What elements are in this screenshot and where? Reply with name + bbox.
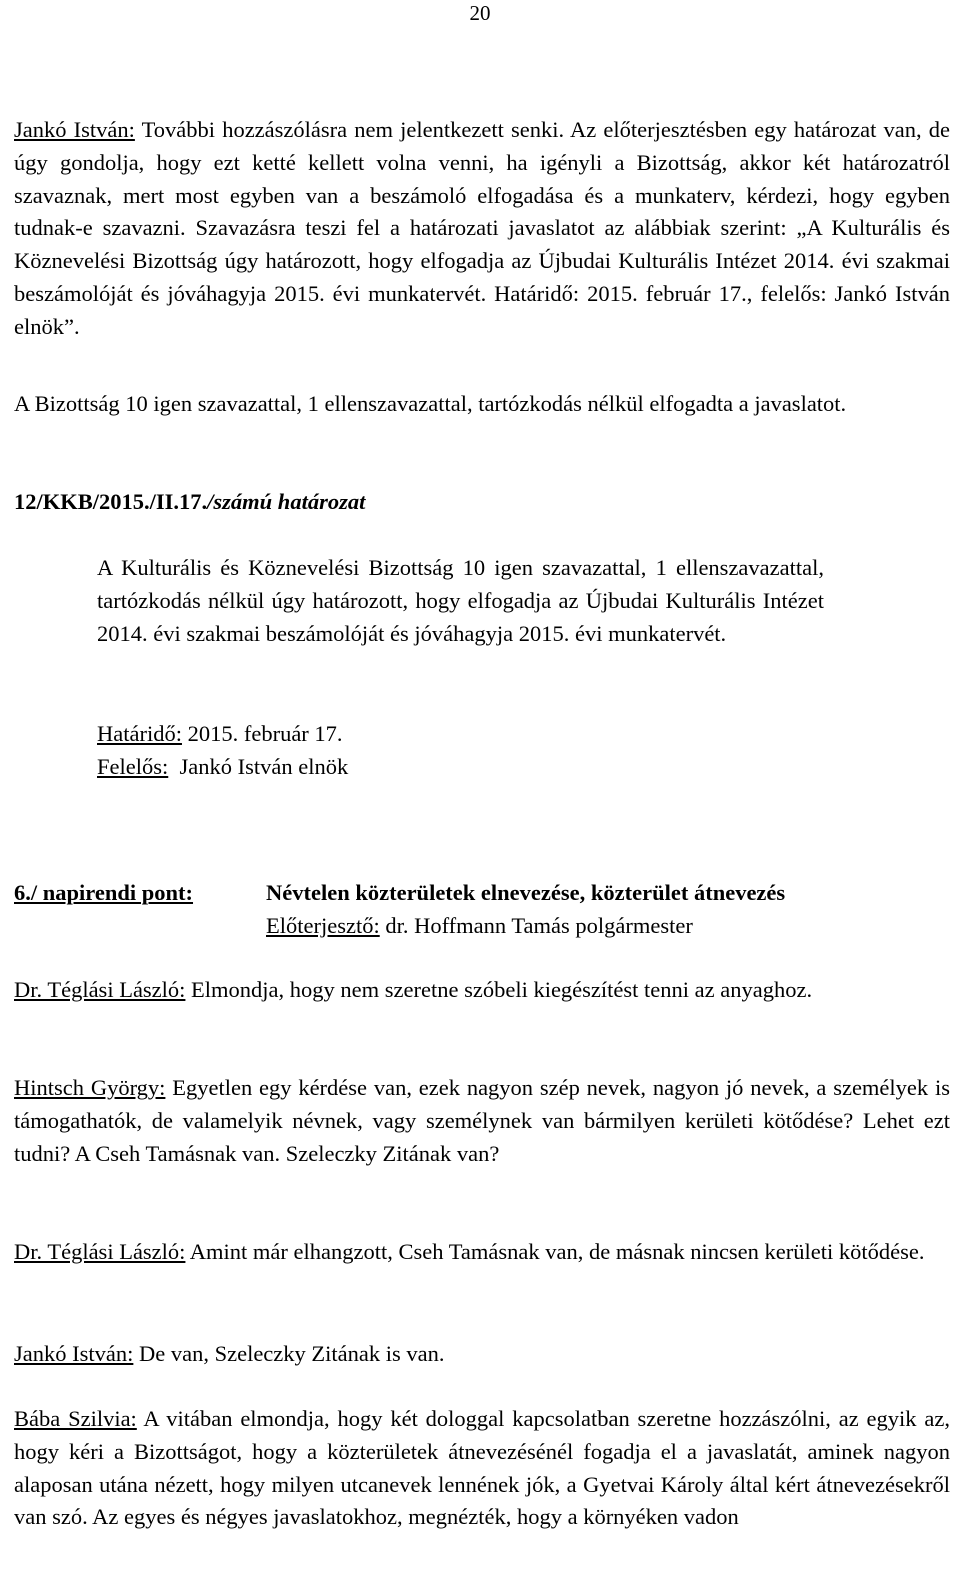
- presenter-label: Előterjesztő:: [266, 913, 380, 938]
- paragraph-teglasi-2: [14, 1236, 950, 1269]
- speaker-name: Bába Szilvia:: [14, 1406, 137, 1431]
- paragraph-text: Amint már elhangzott, Cseh Tamásnak van, de másnak nincsen kerületi kötődése.: [185, 1239, 925, 1264]
- paragraph-text: Elmondja, hogy nem szeretne szóbeli kiegészítést tenni az anyaghoz.: [185, 977, 813, 1002]
- deadline-value: 2015. február 17.: [181, 721, 343, 746]
- speaker-name: Jankó István:: [14, 117, 135, 142]
- speaker-name: Hintsch György:: [14, 1075, 166, 1100]
- resolution-text: A Kulturális és Köznevelési Bizottság 10 igen szavazattal, 1 ellenszavazattal, tartózkodás nélkül úgy határozott, hogy elfogadja az Újbudai Kulturális Intézet 2014. évi szakmai beszámolóját és jóváhagyja 2015. évi munkatervét.: [97, 555, 824, 646]
- speaker-name: Dr. Téglási László:: [14, 977, 186, 1002]
- resolution-responsible: [97, 751, 824, 784]
- paragraph-text: További hozzászólásra nem jelentkezett senki. Az előterjesztésben egy határozat van, de úgy gondolja, hogy ezt ketté kellett volna venni, ha igényli a Bizottság, akkor két határozatról szavaznak, mert most egyben van a beszámoló elfogadása és a munkaterv, kérdezi, hogy egyben tudnak-e szavazni. Szavazásra teszi fel a határozati javaslatot az alábbiak szerint: „A Kulturális és Köznevelési Bizottság úgy határozott, hogy elfogadja az Újbudai Kulturális Intézet 2014. évi szakmai beszámolóját és jóváhagyja 2015. évi munkatervét. Határidő: 2015. február 17., felelős: Jankó István elnök”.: [14, 117, 950, 339]
- vote-result-paragraph: A Bizottság 10 igen szavazattal, 1 ellenszavazattal, tartózkodás nélkül elfogadta a javaslatot.: [14, 391, 847, 416]
- paragraph-text: De van, Szeleczky Zitának is van.: [133, 1341, 445, 1366]
- paragraph-baba: [14, 1403, 950, 1534]
- paragraph-text: Egyetlen egy kérdése van, ezek nagyon szép nevek, nagyon jó nevek, a személyek is támogathatók, de valamelyik névnek, vagy személynek van bármilyen kerületi kötődése? Lehet ezt tudni? A Cseh Tamásnak van. Szeleczky Zitának van?: [14, 1075, 950, 1166]
- responsible-label: Felelős:: [97, 754, 169, 779]
- speaker-name: Dr. Téglási László:: [14, 1239, 186, 1264]
- agenda-item: [14, 876, 950, 942]
- paragraph-text: A vitában elmondja, hogy két dologgal kapcsolatban szeretne hozzászólni, az egyik az, hogy kéri a Bizottságot, hogy a közterületek átnevezésénél fogadja el a javaslatát, aminek nagyon alaposan utána nézett, hogy milyen utcanevek lennének jók, a Gyetvai Károly által kért átnevezésekről van szó. Az egyes és négyes javaslatokhoz, megnézték, hogy a környéken vadon: [14, 1406, 950, 1530]
- paragraph-hintsch: [14, 1072, 950, 1170]
- responsible-value: Jankó István elnök: [168, 754, 349, 779]
- resolution-suffix: /számú határozat: [207, 489, 366, 514]
- deadline-label: Határidő:: [97, 721, 182, 746]
- resolution-deadline: [97, 718, 824, 751]
- page-number: 20: [469, 1, 491, 25]
- resolution-number: 12/KKB/2015./II.17.: [14, 489, 208, 514]
- paragraph-teglasi-1: [14, 974, 950, 1007]
- resolution-heading: [14, 486, 950, 519]
- agenda-title: Névtelen közterületek elnevezése, közterület átnevezés: [266, 880, 786, 905]
- presenter-value: dr. Hoffmann Tamás polgármester: [379, 913, 693, 938]
- agenda-label: 6./ napirendi pont:: [14, 880, 194, 905]
- paragraph-janko-1: [14, 114, 950, 344]
- paragraph-janko-2: [14, 1338, 950, 1371]
- speaker-name: Jankó István:: [14, 1341, 134, 1366]
